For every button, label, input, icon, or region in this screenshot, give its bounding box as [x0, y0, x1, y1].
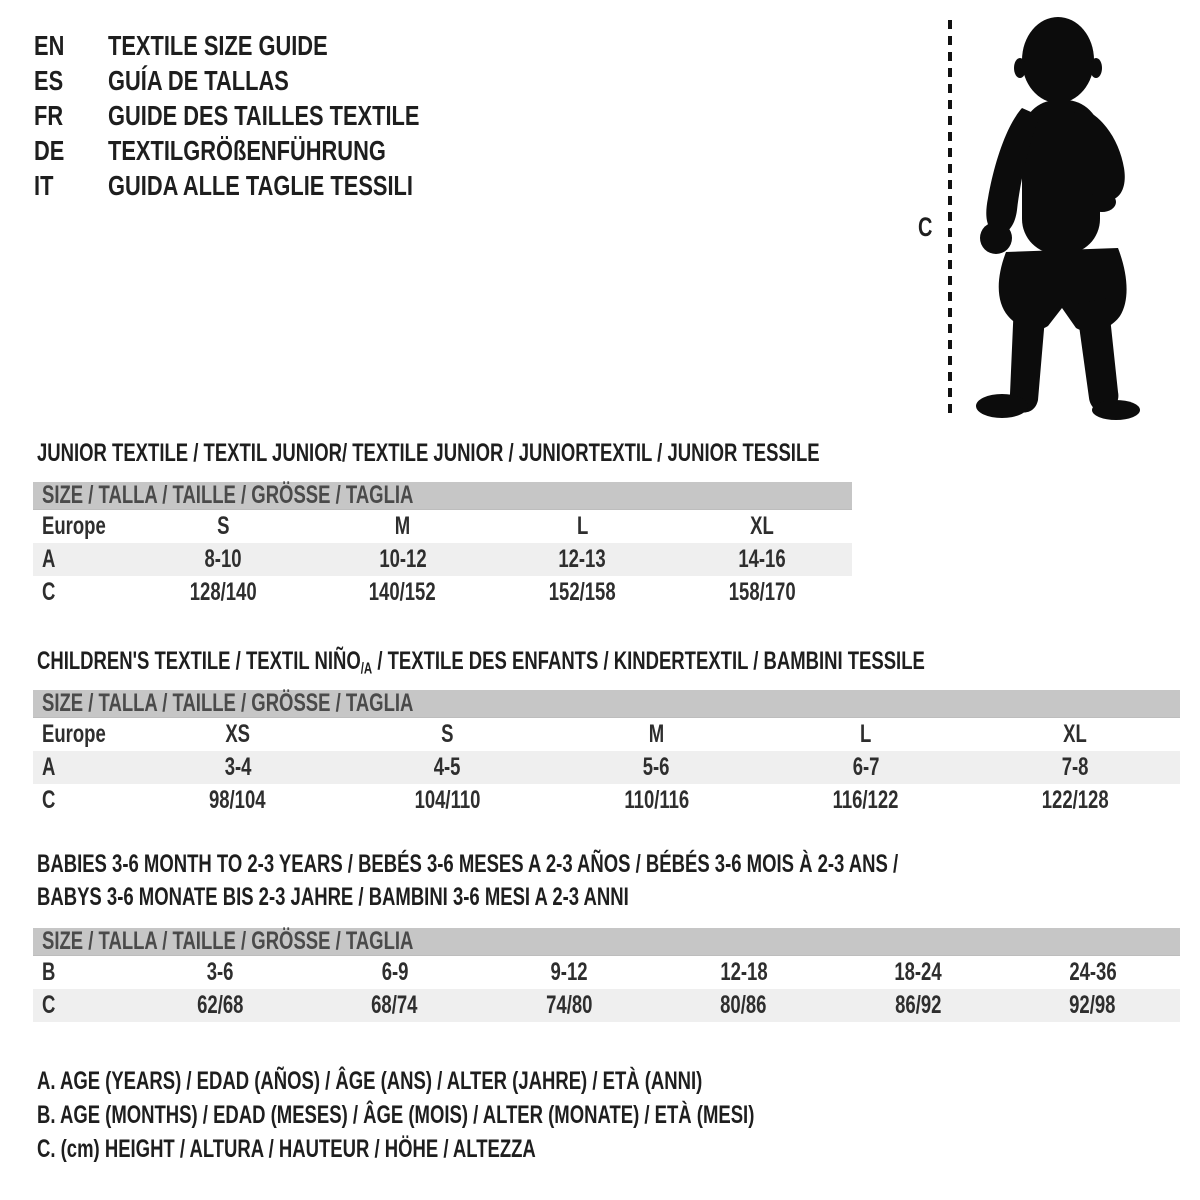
junior-height-value: 140/152	[369, 578, 437, 606]
babies-months-row-label: B	[42, 958, 56, 986]
babies-size-header-bar	[33, 928, 1180, 956]
babies-height-value: 62/68	[197, 991, 244, 1019]
language-code-de: DE	[34, 135, 65, 166]
babies-height-value: 68/74	[371, 991, 418, 1019]
page-title-fr: GUIDE DES TAILLES TEXTILE	[108, 100, 420, 131]
legend-height-cm: C. (cm) HEIGHT / ALTURA / HAUTEUR / HÖHE / ALTEZZA	[37, 1135, 536, 1163]
language-row-en	[34, 28, 507, 63]
language-row-de	[34, 133, 507, 168]
junior-height-row	[33, 576, 852, 609]
junior-size-m: M	[394, 512, 411, 540]
children-age-value: 5-6	[643, 753, 670, 781]
babies-months-value: 6-9	[381, 958, 409, 986]
junior-size-table	[33, 482, 852, 609]
junior-height-value: 158/170	[728, 578, 796, 606]
junior-size-l: L	[576, 512, 589, 540]
junior-section-title-text: JUNIOR TEXTILE / TEXTIL JUNIOR/ TEXTILE JUNIOR / JUNIORTEXTIL / JUNIOR TESSILE	[37, 439, 820, 467]
babies-height-value: 92/98	[1069, 991, 1116, 1019]
babies-months-value: 12-18	[720, 958, 768, 986]
children-size-l: L	[860, 720, 872, 748]
junior-age-row	[33, 543, 852, 576]
children-section-title-text: CHILDREN'S TEXTILE / TEXTIL $NIÑO_{/A}$ / TEXTILE DES ENFANTS / KINDERTEXTIL / BAMBINI TESSILE	[37, 647, 925, 678]
legend-age-months: B. AGE (MONTHS) / EDAD (MESES) / ÂGE (MOIS) / ALTER (MONATE) / ETÀ (MESI)	[37, 1101, 755, 1129]
children-size-m: M	[648, 720, 665, 748]
junior-age-value: 12-13	[558, 545, 607, 573]
children-age-value: 4-5	[433, 753, 461, 781]
page-title-en: TEXTILE SIZE GUIDE	[108, 30, 328, 61]
children-age-row-label: A	[42, 753, 56, 781]
junior-size-header-bar	[33, 482, 852, 510]
page-title-it: GUIDA ALLE TAGLIE TESSILI	[108, 170, 413, 201]
children-height-value: 122/128	[1041, 786, 1109, 814]
junior-age-value: 8-10	[204, 545, 242, 573]
babies-height-value: 86/92	[895, 991, 942, 1019]
children-height-row	[33, 784, 1180, 817]
children-height-value: 110/116	[624, 786, 689, 814]
babies-months-value: 18-24	[894, 958, 942, 986]
babies-height-value: 80/86	[720, 991, 767, 1019]
children-size-header-text: SIZE / TALLA / TAILLE / GRÖSSE / TAGLIA	[42, 689, 414, 717]
children-size-s: S	[440, 720, 454, 748]
junior-height-row-label: C	[42, 578, 56, 606]
junior-age-row-label: A	[42, 545, 56, 573]
junior-region-label: Europe	[42, 512, 106, 540]
language-code-fr: FR	[34, 100, 64, 131]
children-age-row	[33, 751, 1180, 784]
height-measure-label: C	[918, 212, 933, 242]
legend-age-years: A. AGE (YEARS) / EDAD (AÑOS) / ÂGE (ANS) / ALTER (JAHRE) / ETÀ (ANNI)	[37, 1067, 703, 1095]
children-height-value: 98/104	[209, 786, 266, 814]
junior-age-value: 10-12	[378, 545, 427, 573]
junior-size-xl: XL	[750, 512, 774, 540]
page-title-es: GUÍA DE TALLAS	[108, 65, 289, 96]
junior-size-header-text: SIZE / TALLA / TAILLE / GRÖSSE / TAGLIA	[42, 481, 414, 509]
children-height-row-label: C	[42, 786, 56, 814]
children-sizes-row	[33, 718, 1180, 751]
measurement-legend	[37, 1064, 1006, 1166]
junior-size-s: S	[216, 512, 230, 540]
babies-months-row	[33, 956, 1180, 989]
language-row-fr	[34, 98, 507, 133]
language-title-list	[34, 28, 507, 203]
toddler-silhouette	[960, 14, 1142, 422]
junior-age-value: 14-16	[738, 545, 786, 573]
babies-height-row-label: C	[42, 991, 56, 1019]
babies-months-value: 3-6	[206, 958, 234, 986]
children-size-xl: XL	[1063, 720, 1088, 748]
children-region-label: Europe	[42, 720, 106, 748]
babies-height-value: 74/80	[546, 991, 593, 1019]
children-height-value: 116/122	[832, 786, 899, 814]
babies-height-row	[33, 989, 1180, 1022]
children-size-xs: XS	[225, 720, 251, 748]
children-size-header-bar	[33, 690, 1180, 718]
babies-months-value: 24-36	[1069, 958, 1117, 986]
babies-section-title-line2: BABYS 3-6 MONATE BIS 2-3 JAHRE / BAMBINI 3-6 MESI A 2-3 ANNI	[37, 883, 629, 911]
children-section-title	[37, 645, 1200, 685]
junior-height-value: 128/140	[189, 578, 257, 606]
children-height-value: 104/110	[414, 786, 481, 814]
language-row-es	[34, 63, 507, 98]
children-age-value: 3-4	[224, 753, 252, 781]
language-code-es: ES	[34, 65, 64, 96]
junior-section-title	[37, 437, 1095, 470]
children-age-value: 7-8	[1061, 753, 1089, 781]
junior-sizes-row	[33, 510, 852, 543]
page-title-de: TEXTILGRÖßENFÜHRUNG	[108, 135, 386, 166]
babies-size-header-text: SIZE / TALLA / TAILLE / GRÖSSE / TAGLIA	[42, 927, 414, 955]
junior-height-value: 152/158	[548, 578, 616, 606]
babies-months-value: 9-12	[550, 958, 588, 986]
babies-section-title	[37, 848, 1200, 914]
language-code-en: EN	[34, 30, 65, 61]
children-title-subscript: /A	[360, 660, 373, 678]
children-age-value: 6-7	[852, 753, 880, 781]
babies-size-table	[33, 928, 1180, 1022]
language-row-it	[34, 168, 507, 203]
language-code-it: IT	[34, 170, 54, 201]
height-measure-dashed-line	[948, 20, 952, 418]
babies-section-title-line1: BABIES 3-6 MONTH TO 2-3 YEARS / BEBÉS 3-6 MESES A 2-3 AÑOS / BÉBÉS 3-6 MOIS À 2-3 ANS /	[37, 850, 899, 878]
children-size-table	[33, 690, 1180, 817]
